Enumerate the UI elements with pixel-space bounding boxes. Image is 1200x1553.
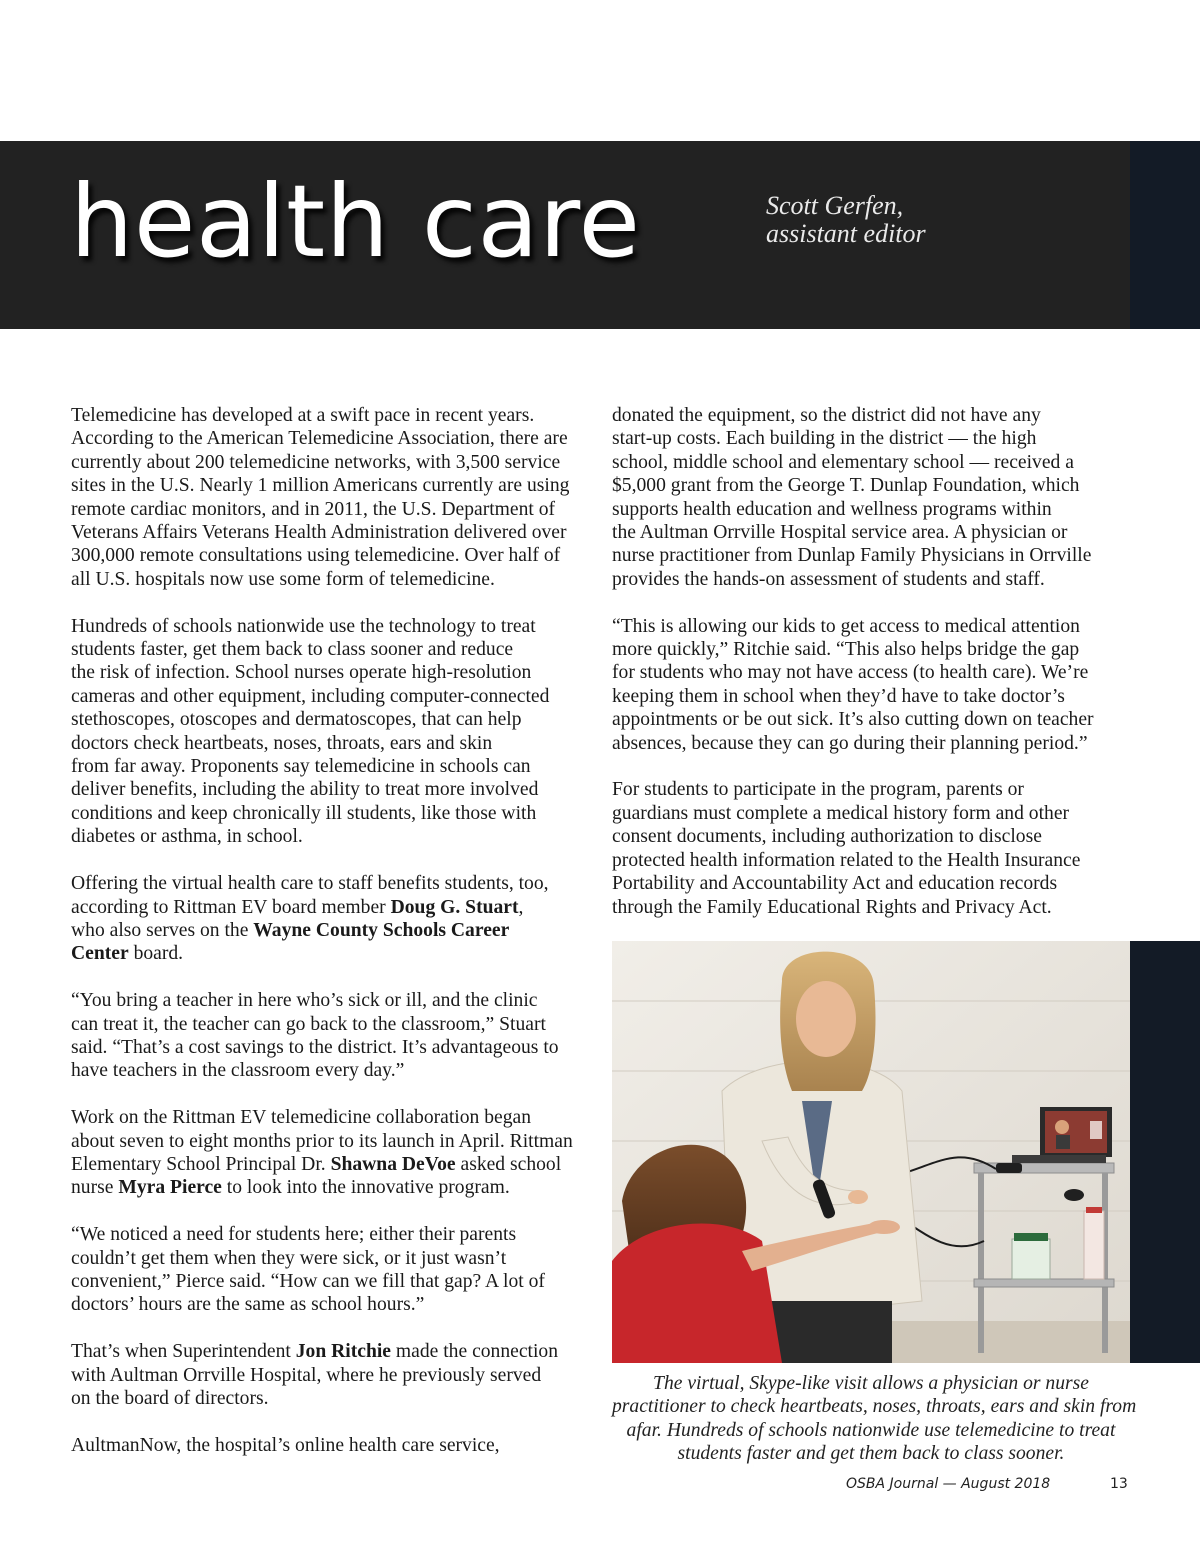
text-line: appointments or be out sick. It’s also cutting down on teacher xyxy=(612,709,1094,731)
text-line: said. “That’s a cost savings to the district. It’s advantageous to xyxy=(71,1036,559,1058)
text-line xyxy=(71,942,611,965)
text-line: can treat it, the teacher can go back to the classroom,” Stuart xyxy=(71,1013,546,1035)
paragraph xyxy=(612,615,1152,755)
text-line: According to the American Telemedicine Association, there are xyxy=(71,428,568,450)
text-run: nurse xyxy=(71,1177,119,1199)
text-line: students faster, get them back to class sooner and reduce xyxy=(71,639,514,661)
text-line: currently about 200 telemedicine networks, with 3,500 service xyxy=(71,451,561,473)
text-line: the Aultman Orrville Hospital service area. A physician or xyxy=(612,522,1068,544)
text-line: conditions and keep chronically ill students, like those with xyxy=(71,802,537,824)
text-line xyxy=(71,919,611,942)
text-line xyxy=(71,1153,611,1176)
text-line: Hundreds of schools nationwide use the technology to treat xyxy=(71,615,536,637)
caption-line: The virtual, Skype-like visit allows a physician or nurse xyxy=(653,1373,1089,1394)
paragraph xyxy=(71,615,611,849)
text-run: asked school xyxy=(455,1153,562,1175)
person-name: Shawna DeVoe xyxy=(330,1153,456,1175)
text-line: AultmanNow, the hospital’s online health care service, xyxy=(71,1434,500,1456)
paragraph xyxy=(71,1223,611,1317)
text-line: with Aultman Orrville Hospital, where he previously served xyxy=(71,1364,542,1386)
text-line: provides the hands-on assessment of students and staff. xyxy=(612,568,1045,590)
text-run: board. xyxy=(128,943,184,965)
text-line xyxy=(71,1340,611,1363)
text-line: “This is allowing our kids to get access to medical attention xyxy=(612,615,1080,637)
text-line: “You bring a teacher in here who’s sick or ill, and the clinic xyxy=(71,990,538,1012)
text-line: Work on the Rittman EV telemedicine collaboration began xyxy=(71,1107,532,1129)
text-line: on the board of directors. xyxy=(71,1387,269,1409)
left-column xyxy=(71,404,611,1481)
paragraph xyxy=(71,404,611,591)
right-column xyxy=(612,404,1152,942)
paragraph xyxy=(71,1434,611,1457)
caption-line: afar. Hundreds of schools nationwide use telemedicine to treat xyxy=(626,1419,1116,1441)
telemedicine-visit-illustration xyxy=(612,941,1130,1363)
text-line: start-up costs. Each building in the district — the high xyxy=(612,428,1037,450)
text-run: , xyxy=(518,896,524,918)
text-line: the risk of infection. School nurses operate high-resolution xyxy=(71,662,532,684)
header-accent-bar xyxy=(1130,141,1200,329)
text-run: made the connection xyxy=(391,1341,559,1363)
byline xyxy=(766,192,926,248)
text-run: to look into the innovative program. xyxy=(221,1177,510,1199)
text-line: Veterans Affairs Veterans Health Administration delivered over xyxy=(71,522,567,544)
text-line: cameras and other equipment, including computer-connected xyxy=(71,685,550,707)
text-line: stethoscopes, otoscopes and dermatoscopes, that can help xyxy=(71,709,522,731)
person-name: Myra Pierce xyxy=(118,1177,222,1199)
text-line: Portability and Accountability Act and education records xyxy=(612,873,1058,895)
text-line: donated the equipment, so the district did not have any xyxy=(612,405,1041,426)
caption-line: students faster and get them back to class sooner. xyxy=(677,1443,1065,1465)
paragraph xyxy=(71,989,611,1083)
text-line: supports health education and wellness programs within xyxy=(612,498,1052,520)
text-line: doctors’ hours are the same as school hours.” xyxy=(71,1294,425,1316)
paragraph xyxy=(612,778,1152,918)
paragraph xyxy=(71,1106,611,1200)
organization-name: Wayne County Schools Career xyxy=(253,919,510,941)
text-run: Elementary School Principal Dr. xyxy=(71,1153,331,1175)
text-line: from far away. Proponents say telemedicine in schools can xyxy=(71,756,531,778)
text-line: about seven to eight months prior to its launch in April. Rittman xyxy=(71,1130,573,1152)
paragraph xyxy=(71,1340,611,1410)
text-line: couldn’t get them when they were sick, or it just wasn’t xyxy=(71,1247,507,1269)
paragraph xyxy=(612,404,1152,591)
text-run: who also serves on the xyxy=(71,919,254,941)
photo-caption xyxy=(612,1372,1137,1466)
text-line: sites in the U.S. Nearly 1 million Americans currently are using xyxy=(71,475,570,497)
text-line: school, middle school and elementary school — received a xyxy=(612,451,1074,473)
text-line: protected health information related to the Health Insurance xyxy=(612,849,1081,871)
byline-role: assistant editor xyxy=(766,219,926,248)
caption-line: practitioner to check heartbeats, noses, throats, ears and skin from xyxy=(612,1396,1137,1418)
text-line xyxy=(71,896,611,919)
person-name: Jon Ritchie xyxy=(295,1341,391,1363)
text-line: guardians must complete a medical history form and other xyxy=(612,802,1070,824)
paragraph xyxy=(71,872,611,966)
photo-accent-bar xyxy=(1130,941,1200,1363)
text-line: deliver benefits, including the ability to treat more involved xyxy=(71,779,539,801)
text-line: consent documents, including authorization to disclose xyxy=(612,826,1042,848)
footer-journal-title: OSBA Journal — August 2018 xyxy=(846,1476,1051,1492)
text-line xyxy=(71,1176,611,1199)
organization-name: Center xyxy=(71,943,129,965)
text-line: $5,000 grant from the George T. Dunlap Foundation, which xyxy=(612,475,1080,497)
byline-name: Scott Gerfen, xyxy=(766,191,904,220)
text-line: remote cardiac monitors, and in 2011, the U.S. Department of xyxy=(71,498,556,520)
person-name: Doug G. Stuart xyxy=(390,896,519,918)
text-line: keeping them in school when they’d have to take doctor’s xyxy=(612,685,1065,707)
text-line: For students to participate in the program, parents or xyxy=(612,779,1024,801)
page-number: 13 xyxy=(1110,1476,1128,1492)
article-photo xyxy=(612,941,1130,1363)
text-line: for students who may not have access (to health care). We’re xyxy=(612,662,1089,684)
text-run: That’s when Superintendent xyxy=(71,1341,296,1363)
text-line: all U.S. hospitals now use some form of telemedicine. xyxy=(71,568,495,590)
text-line: more quickly,” Ritchie said. “This also helps bridge the gap xyxy=(612,639,1080,661)
text-line: 300,000 remote consultations using telemedicine. Over half of xyxy=(71,545,561,567)
text-line: absences, because they can go during their planning period.” xyxy=(612,732,1088,754)
text-line: nurse practitioner from Dunlap Family Physicians in Orrville xyxy=(612,545,1092,567)
text-line: convenient,” Pierce said. “How can we fill that gap? A lot of xyxy=(71,1270,545,1292)
text-line: through the Family Educational Rights and Privacy Act. xyxy=(612,896,1052,918)
text-line: Telemedicine has developed at a swift pace in recent years. xyxy=(71,405,535,426)
text-run: according to Rittman EV board member xyxy=(71,896,391,918)
text-line: “We noticed a need for students here; either their parents xyxy=(71,1224,517,1246)
text-line: diabetes or asthma, in school. xyxy=(71,826,303,848)
text-line: Offering the virtual health care to staff benefits students, too, xyxy=(71,873,549,895)
text-line: doctors check heartbeats, noses, throats, ears and skin xyxy=(71,732,493,754)
text-line: have teachers in the classroom every day.” xyxy=(71,1060,405,1082)
section-title: health care xyxy=(70,163,641,280)
